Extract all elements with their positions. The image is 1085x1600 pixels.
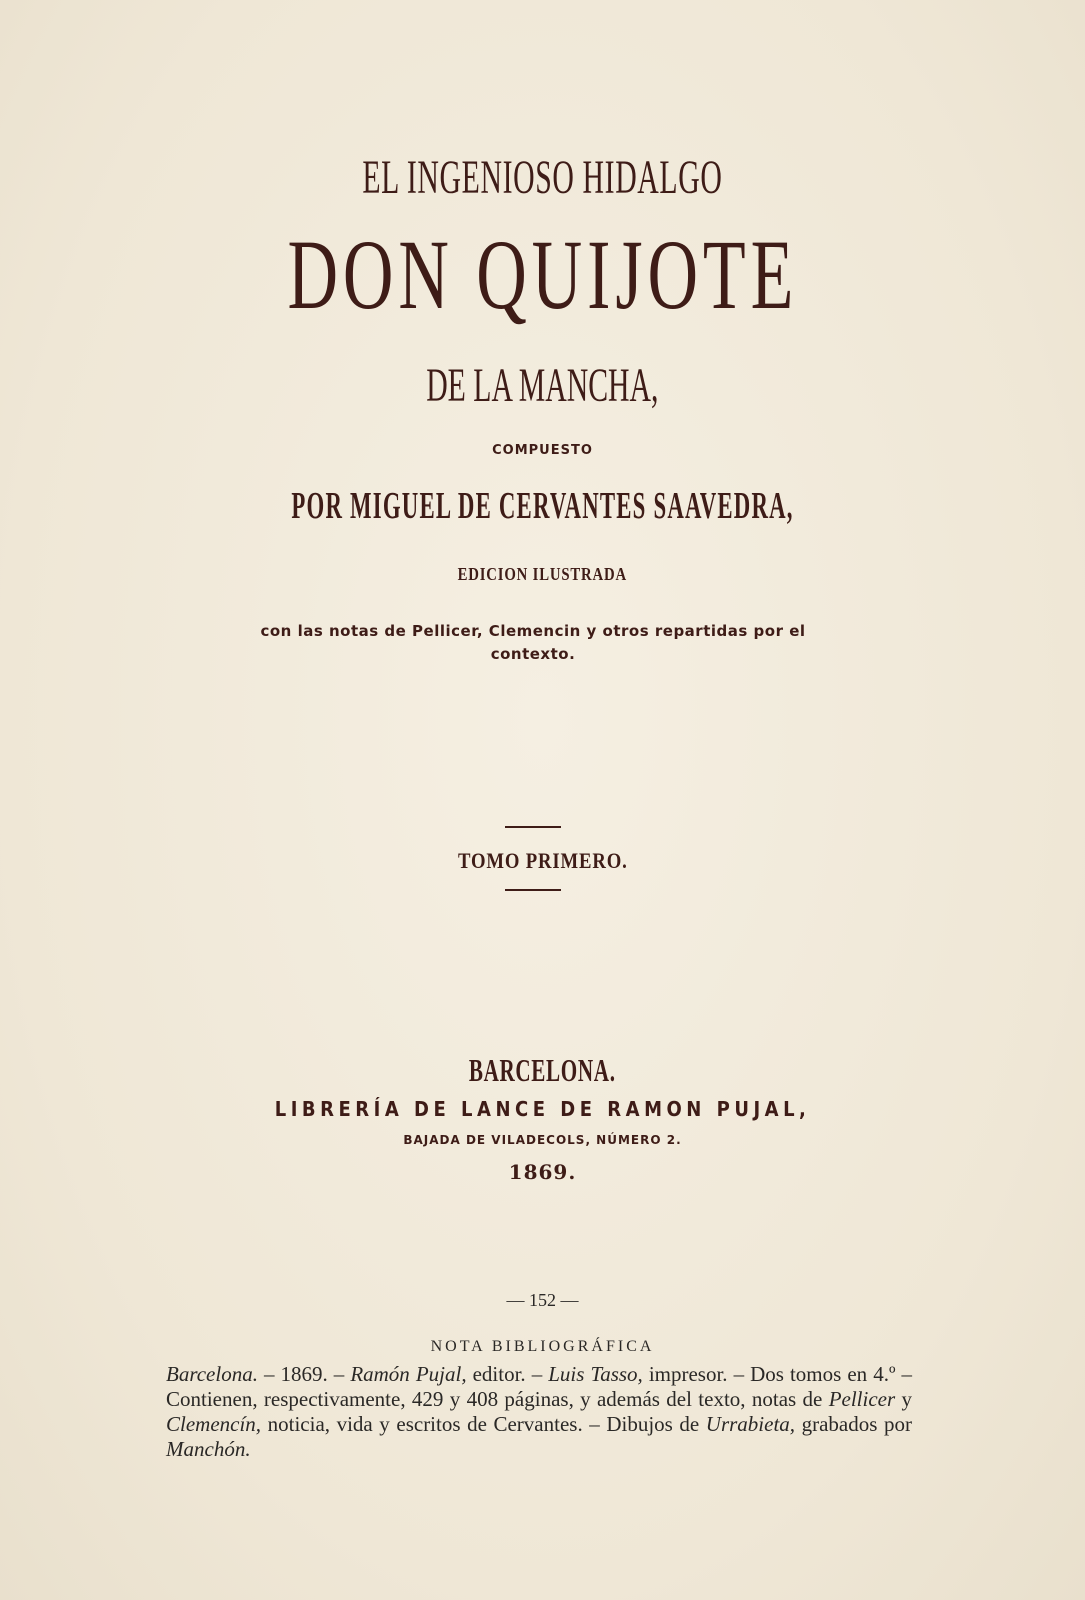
nota-text-segment: noticia, vida y escritos de Cervantes. – Dibujos de (261, 1412, 706, 1436)
title-line-de-la-mancha: DE LA MANCHA, (426, 359, 659, 412)
nota-body (166, 1362, 912, 1462)
imprint-city: BARCELONA. (469, 1052, 616, 1088)
nota-text-segment: y (895, 1387, 912, 1411)
imprint-address: BAJADA DE VILADECOLS, NÚMERO 2. (403, 1133, 682, 1147)
nota-italic-segment: Manchón. (166, 1437, 251, 1461)
nota-text-segment: – 1869. – (257, 1362, 351, 1386)
nota-italic-segment: Ramón Pujal, (350, 1362, 467, 1386)
volume-label: TOMO PRIMERO. (457, 848, 628, 873)
title-don-quijote: DON QUIJOTE (287, 219, 798, 330)
ornamental-rule-bottom (505, 889, 561, 891)
edition-line: EDICION ILUSTRADA (457, 564, 628, 584)
nota-italic-segment: Barcelona. (166, 1362, 258, 1386)
nota-italic-segment: Luis Tasso, (548, 1362, 643, 1386)
nota-italic-segment: Clemencín, (166, 1412, 262, 1436)
page-number: — 152 — (506, 1290, 579, 1310)
ornamental-rule-top (505, 826, 561, 828)
nota-italic-segment: Pellicer (828, 1387, 896, 1411)
author-line: POR MIGUEL DE CERVANTES SAAVEDRA, (291, 485, 794, 527)
title-compuesto: COMPUESTO (492, 443, 593, 458)
nota-text-segment: editor. – (466, 1362, 549, 1386)
notes-line: con las notas de Pellicer, Clemencin y otros repartidas por el contexto. (260, 622, 806, 663)
nota-text-segment: impresor. – Dos tomos en 4.º – Contienen, respectivamente, 429 y 408 páginas, y además del texto, notas de (166, 1362, 912, 1411)
nota-heading: NOTA BIBLIOGRÁFICA (430, 1338, 655, 1355)
nota-italic-segment: Urrabieta, (705, 1412, 796, 1436)
nota-text-segment: grabados por (795, 1412, 912, 1436)
imprint-publisher: LIBRERÍA DE LANCE DE RAMON PUJAL, (274, 1097, 811, 1121)
imprint-year: 1869. (508, 1160, 577, 1184)
title-line-ingenioso-hidalgo: EL INGENIOSO HIDALGO (362, 151, 723, 204)
